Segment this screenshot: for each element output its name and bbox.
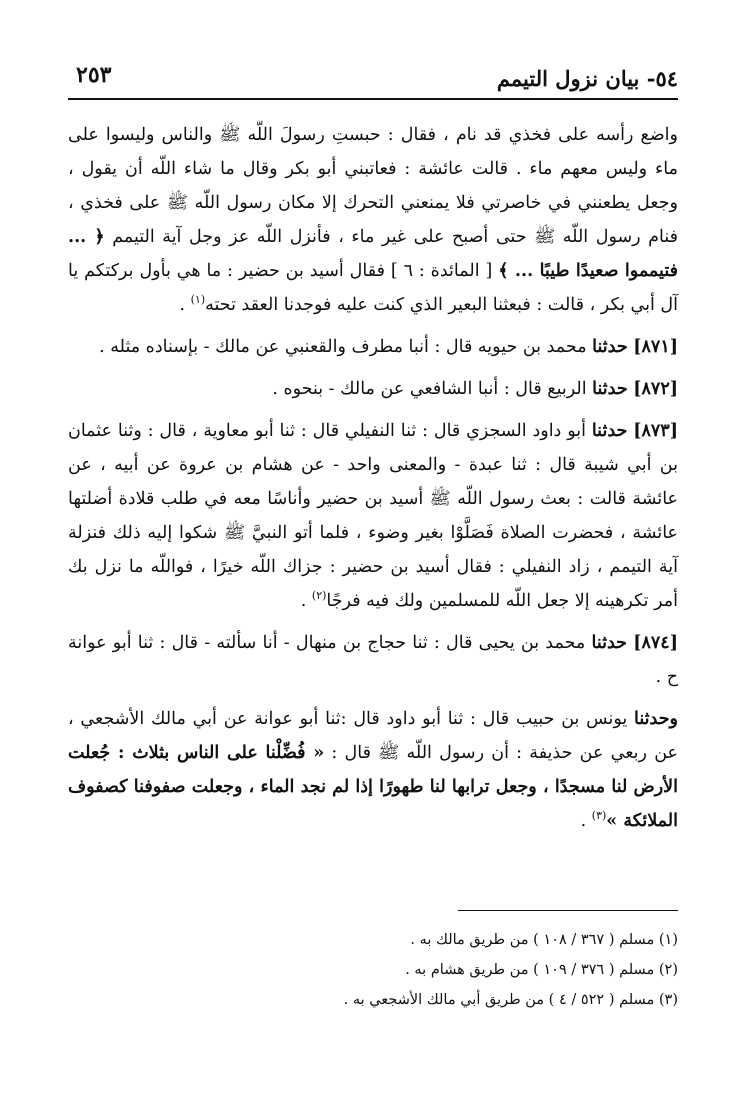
page-header [68,58,678,100]
footnote-2: (٢) مسلم ( ٣٧٦ / ١٠٩ ) من طريق هشام به . [405,962,678,978]
paragraph-text-tail: فقال أسيد بن حضير : ما هي بأول بركتكم يا آل أبي بكر ، قالت : فبعثنا البعير الذي كنت عليه فوجدنا العقد تحته [68,261,678,315]
hadith-number: [٨٧٤] [633,633,678,653]
footnote-1: (١) مسلم ( ٣٦٧ / ١٠٨ ) من طريق مالك به . [410,932,678,948]
footnote-3: (٣) مسلم ( ٥٢٢ / ٤ ) من طريق أبي مالك الأشجعي به . [343,992,678,1008]
footnotes [68,910,678,1015]
footnote-marker: (٣) [591,809,607,823]
main-text [68,118,678,846]
narration-keyword: حدثنا [591,421,628,441]
chapter-title: ٥٤- بيان نزول التيمم [496,66,678,91]
footnote-divider [458,910,678,911]
hadith-number: [٨٧٢] [633,379,678,399]
hadith-873: [٨٧٣] حدثنا أبو داود السجزي قال : ثنا النفيلي قال : ثنا أبو معاوية ، قال : وثنا عثمان بن أبي شيبة قال : ثنا عبدة - والمعنى واحد - عن هشام بن عروة عن أبيه ، عن عائشة قالت : بعث رسول اللّه ﷺ أسيد بن حضير وأناسًا معه في طلب قلادة أضلتها عائشة ، فحضرت الصلاة فَصَلَّوْا بغير وضوء ، فلما أتو النبيَّ ﷺ شكوا إليه ذلك فنزلة آية التيمم ، زاد النفيلي : فقال أسيد بن حضير : جزاك اللّه خيرًا ، فواللّه ما نزل بك أمر تكرهينه إلا جعل اللّه للمسلمين ولك فيه فرجًا$^{(٢)}$ . [68,421,678,611]
hadith-text: الربيع قال : أنبا الشافعي عن مالك - بنحوه . [272,379,587,399]
footnote-marker: (١) [190,293,206,307]
hadith-874 [68,626,678,694]
narration-keyword: وحدثنا [634,709,678,729]
footnote-marker: (٢) [311,589,327,603]
hadith-text: محمد بن حيويه قال : أنبا مطرف والقعنبي عن مالك - بإسناده مثله . [99,337,587,357]
hadith-871 [68,330,678,364]
hadith-text: أبو داود السجزي قال : ثنا النفيلي قال : ثنا أبو معاوية ، قال : وثنا عثمان بن أبي شيبة قال : ثنا عبدة - والمعنى واحد - عن هشام بن عروة عن أبيه ، عن عائشة قالت : بعث رسول اللّه ﷺ أسيد بن حضير وأناسًا معه في طلب قلادة أضلتها عائشة ، فحضرت الصلاة فَصَلَّوْا بغير وضوء ، فلما أتو النبيَّ ﷺ شكوا إليه ذلك فنزلة آية التيمم ، زاد النفيلي : فقال أسيد بن حضير : جزاك اللّه خيرًا ، فواللّه ما نزل بك أمر تكرهينه إلا جعل اللّه للمسلمين ولك فيه فرجًا [68,421,678,611]
verse-reference: [ المائدة : ٦ ] [390,261,493,281]
hadith-text: يونس بن حبيب قال : ثنا أبو داود قال :ثنا أبو عوانة عن أبي مالك الأشجعي ، عن ربعي عن حذيفة : أن رسول اللّه ﷺ قال : [68,709,678,763]
paragraph-text: واضع رأسه على فخذي قد نام ، فقال : حبستِ رسولَ اللّه ﷺ والناس وليسوا على ماء وليس معهم ماء . قالت عائشة : فعاتبني أبو بكر وقال ما شاء اللّه أن يقول ، وجعل يطعنني في خاصرتي فلا يمنعني التحرك إلا مكان رسول اللّه ﷺ على فخذي ، فنام رسول اللّه ﷺ حتى أصبح على غير ماء ، فأنزل اللّه عز وجل آية التيمم [68,125,678,247]
hadith-text: محمد بن يحيى قال : ثنا حجاج بن منهال - أنا سألته - قال : ثنا أبو عوانة ح . [68,633,678,687]
quran-verse: ﴿ ... فتيمموا صعيدًا طيبًا ... ﴾ [68,227,678,281]
narration-keyword: حدثنا [592,337,628,357]
narration-keyword: حدثنا [592,379,628,399]
hadith-number: [٨٧١] [633,337,678,357]
hadith-872 [68,372,678,406]
narration-keyword: حدثنا [591,633,627,653]
paragraph-continuation: واضع رأسه على فخذي قد نام ، فقال : حبستِ رسولَ اللّه ﷺ والناس وليسوا على ماء وليس معهم ماء . قالت عائشة : فعاتبني أبو بكر وقال ما شاء اللّه أن يقول ، وجعل يطعنني في خاصرتي فلا يمنعني التحرك إلا مكان رسول اللّه ﷺ على فخذي ، فنام رسول اللّه ﷺ حتى أصبح على غير ماء ، فأنزل اللّه عز وجل آية التيمم ﴿ ... فتيمموا صعيدًا طيبًا ... ﴾ [ المائدة : ٦ ] فقال أسيد بن حضير : ما هي بأول بركتكم يا آل أبي بكر ، قالت : فبعثنا البعير الذي كنت عليه فوجدنا العقد تحته$^{(١)}$ . [68,125,678,315]
hadith-number: [٨٧٣] [633,421,678,441]
hadith-874-second-chain: وحدثنا يونس بن حبيب قال : ثنا أبو داود قال :ثنا أبو عوانة عن أبي مالك الأشجعي ، عن ربعي عن حذيفة : أن رسول اللّه ﷺ قال : « فُضِّلْنا على الناس بثلاث : جُعلت الأرض لنا مسجدًا ، وجعل ترابها لنا طهورًا إذا لم نجد الماء ، وجعلت صفوفنا كصفوف الملائكة »$^{(٣)}$ . [68,709,678,831]
page-number: ٢٥٣ [76,62,112,88]
prophetic-saying: « فُضِّلْنا على الناس بثلاث : جُعلت الأرض لنا مسجدًا ، وجعل ترابها لنا طهورًا إذا لم نجد الماء ، وجعلت صفوفنا كصفوف الملائكة » [68,743,678,831]
